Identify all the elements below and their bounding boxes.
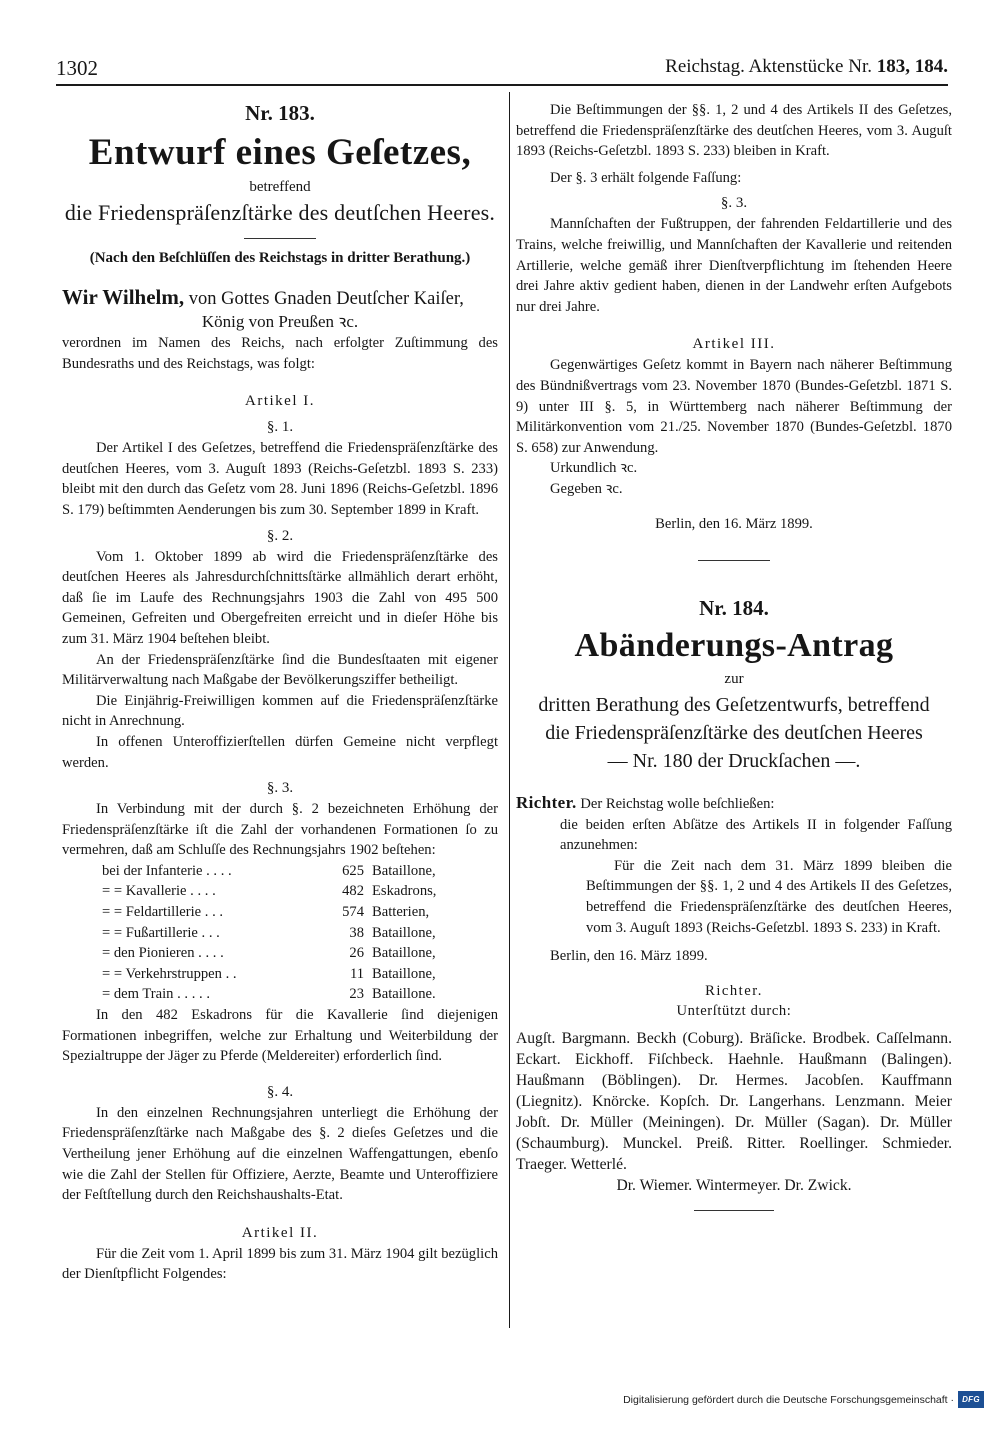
formation-label: = = Feldartillerie . . .: [102, 904, 224, 921]
digitization-note: Digitalisierung gefördert durch die Deutsche Forschungsgemeinschaft ·: [623, 1394, 954, 1406]
formation-count: 23: [349, 986, 364, 1003]
formation-count: 38: [349, 924, 364, 941]
formation-label: = = Verkehrstruppen . .: [102, 965, 237, 982]
supporters-list: Augſt. Bargmann. Beckh (Coburg). Bräſicke. Brodbek. Caſſelmann. Eckart. Eickhoff. Fiſchbeck. Haehnle. Haußmann (Balingen). Haußmann (Böblingen). Dr. Hermes. Jacobſen. Kauffmann (Liegnitz). Knörcke. Kopſch. Dr. Langerhans. Lenzmann. Meier Jobſt. Dr. Müller (Meiningen). Dr. Müller (Sagan). Dr. Müller (Schaumburg). Munckel. Preiß. Ritter. Roellinger. Schmieder. Traeger. Wetterlé.: [516, 1030, 952, 1174]
doc183-subject: die Friedenspräſenzſtärke des deutſchen Heeres.: [64, 200, 496, 225]
article-3-text: Gegenwärtiges Geſetz kommt in Bayern nach näherer Beſtimmung des Bündnißvertrags vom 23. November 1870 (Bundes-Geſetzbl. 1871 S. 9) unter III §. 5, in Württemberg nach näherer Beſtimmung der Militärkonvention vom 21./25. November 1870 (Bundes-Geſetzbl. 1870 S. 658) zur Anwendung.: [516, 357, 952, 456]
separator-rule-2: [698, 560, 770, 561]
formation-row: [102, 984, 436, 1005]
section-3-after: In den 482 Eskadrons für die Kavallerie ſind diejenigen Formationen inbegriffen, welche zur Erhaltung und Weiterbildung der Spezialtruppe der Jäger zu Pferde (Meldereiter) erforderlich ſind.: [62, 1007, 498, 1065]
formation-count: 574: [342, 904, 364, 921]
section-2-text-3: Die Einjährig-Freiwilligen kommen auf die Friedenspräſenzſtärke nicht in Anrechnung.: [62, 692, 498, 730]
doc184-subject-line1: dritten Berathung des Geſetzentwurfs, betreffend: [538, 694, 930, 717]
header-rule: [56, 84, 948, 86]
formation-unit: Bataillone.: [372, 986, 436, 1003]
doc184-subject-line2: die Friedenspräſenzſtärke des deutſchen Heeres: [545, 722, 923, 745]
preamble-who: Wir Wilhelm,: [62, 285, 185, 309]
end-rule: [694, 1210, 774, 1211]
separator-rule: [244, 238, 316, 239]
article-1-heading: Artikel I.: [245, 393, 315, 410]
doc184-subject-line3: — Nr. 180 der Druckſachen —.: [607, 750, 861, 773]
formation-row: [102, 964, 436, 985]
urkundlich: Urkundlich ꝛc.: [550, 460, 638, 477]
supporters-list-last: Dr. Wiemer. Wintermeyer. Dr. Zwick.: [616, 1177, 852, 1195]
formation-row: [102, 902, 436, 923]
article-2-section-3-heading: §. 3.: [720, 195, 748, 212]
doc183-place-date: Berlin, den 16. März 1899.: [655, 515, 813, 532]
formation-label: = den Pionieren . . . .: [102, 945, 224, 962]
section-3-heading: §. 3.: [266, 780, 294, 797]
formation-unit: Bataillone,: [372, 945, 436, 962]
formation-label: bei der Infanterie . . . .: [102, 862, 232, 879]
formation-label: = = Kavallerie . . . .: [102, 883, 216, 900]
section-3-text: In Verbindung mit der durch §. 2 bezeichneten Erhöhung der Friedenspräſenzſtärke iſt die Zahl der vorhandenen Formationen ſo zu vermehren, daß am Schluſſe des Rechnungsjahrs 1902 beſtehen:: [62, 801, 498, 859]
formation-row: [102, 861, 436, 882]
running-title: [665, 56, 948, 78]
doc183-note: (Nach den Beſchlüſſen des Reichstags in dritter Berathung.): [89, 250, 471, 266]
page-header: [56, 56, 948, 84]
dfg-logo-icon: DFG: [958, 1391, 984, 1408]
doc184-place-date: Berlin, den 16. März 1899.: [550, 948, 708, 965]
doc184-zur: zur: [724, 671, 744, 688]
section-2-text-4: In offenen Unteroffizierſtellen dürfen Gemeine nicht verpflegt werden.: [62, 733, 498, 771]
formations-table: [102, 861, 436, 1005]
formation-unit: Bataillone,: [372, 862, 436, 879]
motion-header: [516, 793, 952, 815]
doc183-preamble-body: verordnen im Namen des Reichs, nach erfolgter Zuſtimmung des Bundesraths und des Reichstags, was folgt:: [62, 335, 498, 372]
formation-label: = dem Train . . . . .: [102, 986, 210, 1003]
doc184-number: Nr. 184.: [699, 596, 769, 621]
doc183-number: Nr. 183.: [245, 101, 315, 125]
formation-count: 625: [342, 862, 364, 879]
formation-count: 26: [349, 945, 364, 962]
section-1-heading: §. 1.: [266, 419, 294, 436]
motion-body: die beiden erſten Abſätze des Artikels II in folgender Faſſung anzunehmen:: [560, 816, 952, 854]
supported-by-label: Unterſtützt durch:: [676, 1003, 792, 1020]
motion-signature: Richter.: [705, 982, 763, 999]
article-2-continuation: Die Beſtimmungen der §§. 1, 2 und 4 des Artikels II des Geſetzes, betreffend die Friedenspräſenzſtärke des deutſchen Heeres, vom 3. Auguſt 1893 (Reichs-Geſetzbl. 1893 S. 233) bleiben in Kraft.: [516, 102, 952, 160]
section-1-text: Der Artikel I des Geſetzes, betreffend die Friedenspräſenzſtärke des deutſchen Heeres, vom 3. Auguſt 1893 (Reichs-Geſetzbl. 1893 S. 233) bleibt mit den durch das Geſetz vom 28. Juni 1896 (Reichs-Geſetzbl. 1896 S. 179) beſtimmten Aenderungen bis zum 30. September 1899 in Kraft.: [62, 440, 498, 518]
section-2-heading: §. 2.: [266, 527, 294, 544]
article-2-text: Für die Zeit vom 1. April 1899 bis zum 31. März 1904 gilt bezüglich der Dienſtpflicht Folgendes:: [62, 1245, 498, 1283]
doc183-preamble-line2: König von Preußen ꝛc.: [201, 312, 359, 331]
right-column: [516, 100, 952, 1211]
formation-unit: Bataillone,: [372, 924, 436, 941]
motion-quote: Für die Zeit nach dem 31. März 1899 bleiben die Beſtimmungen der §§. 1, 2 und 4 des Artikels II des Geſetzes, betreffend die Friedenspräſenzſtärke des deutſchen Heeres, vom 3. Auguſt 1893 (Reichs-Geſetzbl. 1893 S. 233) in Kraft.: [586, 857, 952, 936]
section-4-heading: §. 4.: [266, 1083, 294, 1100]
formation-unit: Batterien,: [372, 904, 430, 921]
formation-row: [102, 943, 436, 964]
formation-label: = = Fußartillerie . . .: [102, 924, 220, 941]
formation-count: 482: [342, 883, 364, 900]
section-2-text-1: Vom 1. Oktober 1899 ab wird die Friedenspräſenzſtärke des deutſchen Heeres als Jahresdurchſchnittsſtärke allmählich derart erhöht, daß ſie im Laufe des Rechnungsjahrs 1903 die Zahl von 495 500 Gemeinen, Gefreiten und Obergefreiten erreicht und in dieſer Höhe bis zum 31. März 1904 beſtehen bleibt.: [62, 548, 498, 647]
column-divider: [509, 92, 510, 1328]
formation-row: [102, 923, 436, 944]
running-title-numbers: 183, 184.: [876, 56, 948, 77]
page-number: 1302: [56, 56, 98, 80]
formation-unit: Bataillone,: [372, 965, 436, 982]
left-column: [62, 100, 498, 1285]
article-2-heading: Artikel II.: [241, 1224, 319, 1241]
doc183-title: Entwurf eines Geſetzes,: [88, 132, 472, 173]
formation-row: [102, 881, 436, 902]
article-3-heading: Artikel III.: [692, 336, 776, 353]
section-4-text: In den einzelnen Rechnungsjahren unterliegt die Erhöhung der Friedenspräſenzſtärke nach Maßgabe des §. 2 dieſes Geſetzes und die Vertheilung jener Erhöhung auf die einzelnen Waffengattungen, ebenſo wie die Zahl der Stellen für Offiziere, Aerzte, Beamte und Unteroffiziere der Feſtſtellung durch den Reichshaushalts-Etat.: [62, 1104, 498, 1204]
section-2-text-2: An der Friedenspräſenzſtärke ſind die Bundesſtaaten mit eigener Militärverwaltung nach Maßgabe der Bevölkerungsziffer betheiligt.: [62, 651, 498, 689]
gegeben: Gegeben ꝛc.: [550, 480, 623, 497]
preamble-rest: von Gottes Gnaden Deutſcher Kaiſer,: [188, 289, 464, 309]
formation-count: 11: [349, 965, 364, 982]
doc183-betreffend: betreffend: [249, 179, 311, 195]
motion-intro: Der Reichstag wolle beſchließen:: [580, 796, 775, 813]
formation-unit: Eskadrons,: [372, 883, 437, 900]
doc183-preamble: [62, 285, 498, 311]
article-2-section-3-intro: Der §. 3 erhält folgende Faſſung:: [550, 169, 742, 186]
doc184-title: Abänderungs-Antrag: [574, 627, 894, 665]
running-title-text: Reichstag. Aktenstücke Nr.: [665, 56, 872, 77]
motion-mover: Richter.: [516, 793, 577, 813]
article-2-section-3-text: Mannſchaften der Fußtruppen, der fahrenden Feldartillerie und des Trains, welche freiwillig, und Mannſchaften der Kavallerie und reitenden Artillerie, welche gemäß ihrer Dienſtverpflichtung im ſtehenden Heere drei Jahre aktiv gedient haben, dienen in der Landwehr erſten Aufgebots nur drei Jahre.: [516, 216, 952, 315]
